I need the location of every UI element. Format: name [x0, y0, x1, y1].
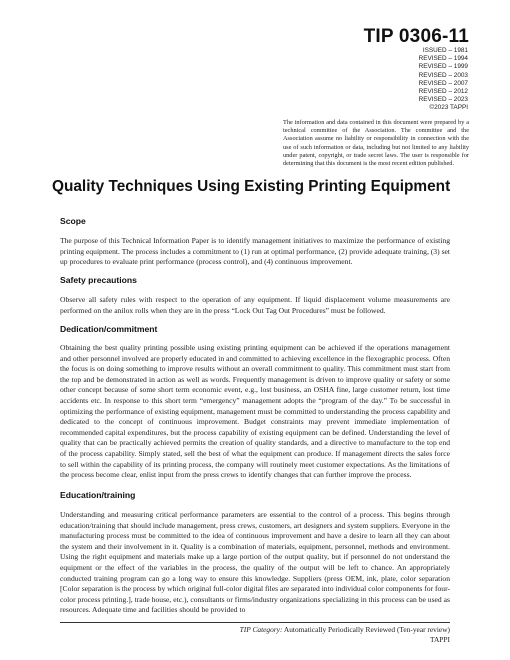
- section-heading-scope: Scope: [60, 216, 86, 226]
- footer-category: [240, 625, 450, 634]
- document-title: Quality Techniques Using Existing Printing Equipment: [52, 178, 451, 195]
- revision-line: REVISED – 2023: [418, 96, 468, 104]
- revision-line: REVISED – 2012: [418, 88, 468, 96]
- section-body-safety: Observe all safety rules with respect to the operation of any equipment. If liquid displacement volume measurements are performed on the anilox rolls when they are in the press “Lock Out Tag Out Procedures” must be followed.: [60, 295, 450, 315]
- revision-line: REVISED – 2007: [418, 79, 468, 87]
- revision-line: ISSUED – 1981: [422, 47, 468, 54]
- section-body-education: Understanding and measuring critical performance parameters are essential to the control of a process. This begins through education/training that should include management, press crews, customers, art designers and system suppliers. Everyone in the manufacturing process must be committed to the idea of continuous improvement and have a desire to learn all they can about the system and their involvement in it. Quality is a combination of materials, equipment, personnel, methods and environment. Using the right equipment and materials make up a large portion of the output quality, but if personnel do not understand the equipment or the effect of the variables in the process, the quality of the output will be left to chance. An appropriately conducted training program can go a long way to ensure this knowledge. Suppliers (press OEM, ink, plate, color separation [Color separation is the process by which original full-color digital files are separated into individual color components for four-color process printing.], trade house, etc.), consultants or firms/industry organizations specializing in this process can be used as resources. Adequate time and facilities should be provided to: [60, 510, 450, 615]
- footer-organization: TAPPI: [430, 635, 450, 644]
- revision-line: REVISED – 1999: [418, 63, 468, 71]
- footer-category-value: Automatically Periodically Reviewed (Ten-year review): [283, 625, 450, 634]
- footer-divider: [60, 622, 450, 623]
- revision-line: REVISED – 1994: [418, 55, 468, 63]
- section-body-dedication: Obtaining the best quality printing possible using existing printing equipment can be achieved if the operations management and other personnel involved are properly educated in and committed to achieving excellence in the flexographic process. Often the focus is on doing something to improve results without an overall commitment to quality. This commitment must start from the top and be demonstrated in action as well as words. Frequently management is driven to improve quality or safety or some other concept because of some short term economic event, e.g., lost business, an OSHA fine, large customer return, lost time accidents etc. In response to this short term “emergency” management adopts the “program of the day.” To be successful in optimizing the performance of existing equipment, management must be committed to understanding the process capability and dedicated to the concept of continuous improvement. Budget constraints may prevent immediate implementation of recommended capital expenditures, but the process capability of existing equipment can be defined. Understanding the level of quality that can be practically achieved permits the creation of quality standards, and a directive to manufacture to the top end of the process capability. Simply stated, sell the best of what the equipment can produce. If management directs the sales force to sell within the capability of its printing process, the company will routinely meet customer expectations. As the limitations of the process become clear, enlist input from the press crews to identify changes that can further improve the process.: [60, 343, 450, 480]
- section-heading-education: Education/training: [60, 490, 136, 500]
- copyright-line: ©2023 TAPPI: [429, 104, 468, 112]
- footer-category-label: TIP Category:: [239, 625, 283, 634]
- section-heading-dedication: Dedication/commitment: [60, 324, 158, 334]
- section-body-scope: The purpose of this Technical Information Paper is to identify management initiatives to maximize the performance of existing printing equipment. The process includes a commitment to (1) run at optimal performance, (2) provide adequate training, (3) set up procedures to evaluate print performance (process control), and (4) continuous improvement.: [60, 236, 450, 267]
- section-heading-safety: Safety precautions: [60, 275, 137, 285]
- tip-number: TIP 0306-11: [363, 26, 469, 47]
- revision-history: [419, 47, 468, 113]
- disclaimer-text: The information and data contained in this document were prepared by a technical committee of the Association. The committee and the Association assume no liability or responsibility in connection with the use of such information or data, including but not limited to any liability under patent, copyright, or trade secret laws. The user is responsible for determining that this document is the most recent edition published.: [283, 119, 469, 168]
- revision-line: REVISED – 2003: [418, 71, 468, 79]
